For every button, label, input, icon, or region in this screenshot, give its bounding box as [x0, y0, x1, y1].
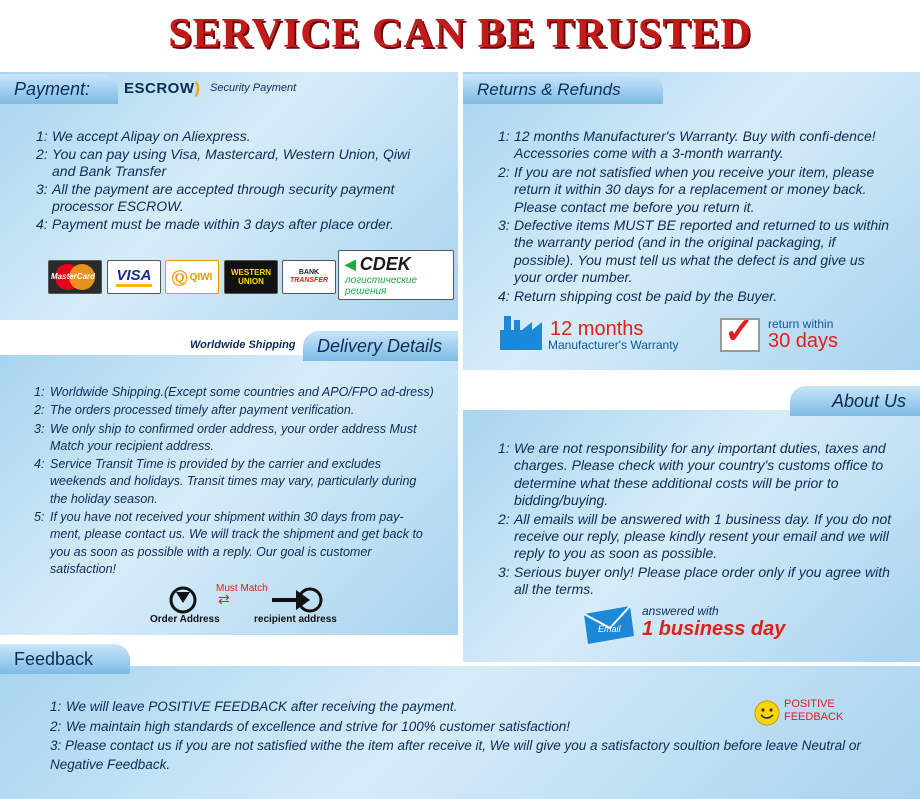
- payment-tab: [0, 74, 118, 104]
- list-item: 2: If you are not satisfied when you receive your item, please return it within 30 days for a replacement or money back. Please contact me before you return it.: [498, 163, 875, 215]
- western-union-logo: WESTERN UNION: [224, 260, 278, 294]
- order-address-label: Order Address: [150, 614, 220, 625]
- page-title: SERVICE CAN BE TRUSTED: [168, 11, 752, 57]
- about-tab: [790, 386, 920, 416]
- qiwi-logo: Ⓠ QIWI: [165, 260, 219, 294]
- cdek-logo: ◀ CDEK логистические решения: [338, 250, 454, 300]
- list-item: 3: We only ship to confirmed order address, your order address Must Match your recipient address.: [34, 421, 417, 453]
- cdek-arrow-icon: ◀: [345, 255, 356, 272]
- escrow-tagline: Security Payment: [210, 82, 297, 94]
- list-item: 4: Payment must be made within 3 days after place order.: [36, 216, 394, 232]
- list-item: 3: All the payment are accepted through security payment processor ESCROW.: [36, 181, 395, 214]
- positive-line2: FEEDBACK: [784, 711, 844, 723]
- list-item: 4: Service Transit Time is provided by the carrier and excludes weekends and holidays. Transit times may vary, particularly during the holiday season.: [34, 457, 417, 506]
- list-item: 4: Return shipping cost be paid by the Buyer.: [498, 287, 778, 304]
- escrow-logo: [124, 80, 200, 98]
- qiwi-q-icon: Ⓠ: [171, 270, 188, 288]
- about-list: [498, 440, 898, 600]
- returns-list: [498, 128, 892, 306]
- payment-tab-label: Payment:: [14, 79, 91, 99]
- list-item: 2: We maintain high standards of excellence and strive for 100% customer satisfaction!: [50, 718, 571, 734]
- factory-icon: [498, 312, 544, 352]
- recipient-address-icon: [270, 585, 324, 615]
- delivery-list: [34, 384, 434, 579]
- recipient-address-label: recipient address: [254, 614, 337, 625]
- list-item: 1: We are not responsibility for any important duties, taxes and charges. Please check with your country's customs office to determine what these additional costs will be prior to bidding/buying.: [498, 440, 886, 509]
- answered-small: answered with: [642, 604, 719, 618]
- list-item: 1: We will leave POSITIVE FEEDBACK after receiving the payment.: [50, 699, 458, 714]
- returns-tab-label: Returns & Refunds: [477, 80, 621, 99]
- mastercard-label: MasterCard: [51, 272, 96, 281]
- list-item: 2: The orders processed timely after payment verification.: [34, 403, 355, 418]
- feedback-tab-label: Feedback: [14, 649, 94, 669]
- mastercard-logo: [48, 260, 102, 294]
- return-big: 30 days: [768, 330, 839, 352]
- must-match-label: Must Match: [216, 583, 268, 594]
- list-item: 3: Serious buyer only! Please place order only if you agree with all the terms.: [498, 563, 890, 598]
- list-item: 2: All emails will be answered with 1 business day. If you do not receive our reply, please kindly resent your email and we will reply to you as soon as possible.: [498, 510, 892, 562]
- payment-list: [36, 128, 432, 234]
- worldwide-shipping-label: Worldwide Shipping: [190, 339, 296, 351]
- delivery-tab-label: Delivery Details: [317, 336, 443, 356]
- warranty-big: 12 months: [550, 318, 644, 340]
- feedback-tab: [0, 644, 130, 674]
- match-arrows-icon: ⇄: [218, 591, 230, 607]
- positive-line1: POSITIVE: [784, 698, 835, 710]
- escrow-arc-icon: ): [194, 80, 201, 97]
- delivery-tab: [303, 331, 458, 361]
- list-item: 1: Worldwide Shipping.(Except some countries and APO/FPO ad-dress): [34, 385, 434, 399]
- escrow-logo-text: ESCROW: [124, 80, 195, 97]
- smiley-icon: [754, 700, 780, 726]
- list-item: 1: We accept Alipay on Aliexpress.: [36, 128, 251, 144]
- checkmark-icon: ✓: [720, 318, 760, 352]
- list-item: 2: You can pay using Visa, Mastercard, Western Union, Qiwi and Bank Transfer: [36, 146, 411, 179]
- visa-logo: VISA: [107, 260, 161, 294]
- list-item: 5: If you have not received your shipment within 30 days from pay-ment, please contact us. We will track the shipment and get back to you as soon as possible with a reply. Our goal is customer satisfaction!: [34, 510, 423, 576]
- order-address-icon: [168, 585, 198, 615]
- return-small: return within: [768, 317, 834, 331]
- list-item: 3: Defective items MUST BE reported and returned to us within the warranty period (and in the original packaging, if possible). You must tell us what the defect is and give us your order number.: [498, 217, 890, 286]
- about-tab-label: About Us: [831, 391, 906, 411]
- warranty-small: Manufacturer's Warranty: [548, 338, 679, 352]
- list-item: 1: 12 months Manufacturer's Warranty. Buy with confi-dence! Accessories come with a 3-month warranty.: [498, 128, 876, 162]
- list-item: 3: Please contact us if you are not satisfied withe the item after receive it, We will give you a satisfactory soultion before leave Neutral or Negative Feedback.: [50, 738, 861, 772]
- email-label: Email: [598, 624, 621, 634]
- answered-big: 1 business day: [642, 618, 786, 640]
- returns-tab: [463, 74, 663, 104]
- bank-transfer-logo: BANK TRANSFER: [282, 260, 336, 294]
